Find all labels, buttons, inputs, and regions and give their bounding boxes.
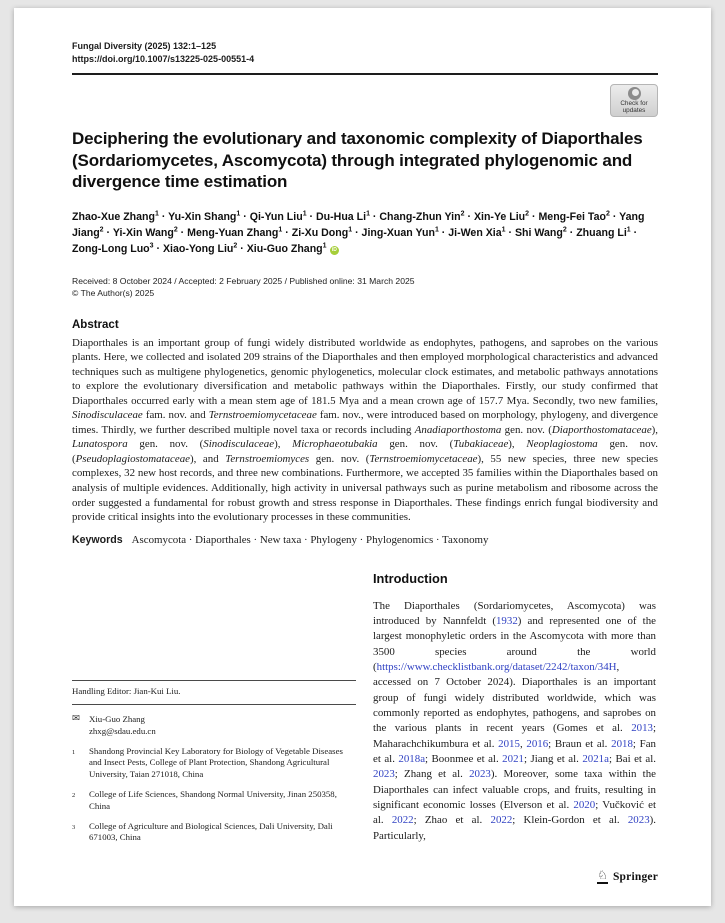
- affiliation-number: 3: [72, 823, 76, 831]
- author-affiliation-sup: 1: [434, 225, 439, 233]
- author-name: Qi-Yun Liu: [249, 210, 303, 223]
- author-affiliation-sup: 3: [149, 241, 154, 249]
- citation-link[interactable]: 2022: [490, 814, 513, 827]
- introduction-column: [373, 571, 656, 845]
- received-accepted-line: Received: 8 October 2024 / Accepted: 2 February 2025 / Published online: 31 March 2025: [72, 275, 415, 286]
- citation-link[interactable]: 2013: [631, 722, 653, 735]
- citation-link[interactable]: 2015: [498, 737, 520, 750]
- abstract-text: Diaporthales is an important group of fungi widely distributed worldwide as endophytes, pathogens, and saprobes on the various plants. Here, we collected and isolated 209 strains of the Diaporthales and then employed morphological characteristics and advanced techniques such as multigene phylogenetics, genomic phylogenetics, molecular clock estimates, and metabolic pathways annotations to explore the evolutionary diversification and metabolic pathways within the Diaporthales. Firstly, our study confirmed that Diaporthales occurred early with a mean stem age of 181.5 Mya and a mean crown age of 157.7 Mya. Secondly, two new families, Sinodisculaceae fam. nov. and Ternstroemiomycetaceae fam. nov., were introduced based on morphology, phylogeny, and divergence times. Thirdly, we further described multiple novel taxa or records including Anadiaporthostoma gen. nov. (Diaporthostomataceae), Lunatospora gen. nov. (Sinodisculaceae), Microphaeotubakia gen. nov. (Tubakiaceae), Neoplagiostoma gen. nov. (Pseudoplagiostomataceae), and Ternstroemiomyces gen. nov. (Ternstroemiomycetaceae), 55 new species, three new species complexes, 32 new host records, and three new combinations. Furthermore, we accepted 35 families within the Diaporthales based on analysis of multiple evidences. Additionally, high activity in universal pathways such as purine metabolism and ribosome across the order suggested a fundamental for robust growth and stress response in Diaporthales. These findings enrich fungal biodiversity and provide critical insights into the evolutionary processes in these communities.: [72, 336, 659, 524]
- citation-link[interactable]: 2020: [573, 799, 596, 812]
- citation-link[interactable]: 1932: [495, 614, 518, 627]
- author-affiliation-sup: 2: [460, 209, 465, 217]
- affiliation-item: [72, 821, 356, 845]
- check-for-updates-badge[interactable]: [610, 84, 658, 117]
- citation-link[interactable]: 2021a: [582, 753, 609, 766]
- abstract-heading: Abstract: [72, 318, 119, 331]
- author-affiliation-sup: 1: [322, 241, 327, 249]
- correspondence-block: [72, 714, 356, 738]
- journal-header: [72, 40, 658, 66]
- authors-line: Zhao-Xue Zhang$^1$ · Yu-Xin Shang$^1$ · Qi-Yun Liu$^1$ · Du-Hua $Li^1$ · Chang-Zhun Yin$^2$ · Xin-Ye Liu$^2$ · Meng-Fei Tao$^2$ · Yang Jiang$^2$ · Yi-Xin Wang$^2$ · Meng-Yuan Zhang$^1$ · Zi-Xu Dong$^1$ · Jing-Xuan Yun$^1$ · Ji-Wen Xia$^1$ · Shi Wang$^2$ · Zhuang $Li^1$ · Zong-Long Luo$^3$ · Xiao-Yong Liu$^2$ · Xiu-Guo Zhang$^1$iD: [72, 209, 645, 255]
- author-name: Zhao-Xue Zhang: [72, 210, 155, 223]
- springer-wordmark: Springer: [612, 871, 658, 883]
- affiliation-number: 2: [72, 791, 76, 799]
- check-for-updates-label: Check for updates: [620, 100, 648, 114]
- author-affiliation-sup: 2: [562, 225, 567, 233]
- citation-link[interactable]: 2018a: [398, 753, 426, 766]
- author-affiliation-sup: 1: [302, 209, 307, 217]
- author-name: Ji-Wen Xia: [448, 226, 502, 239]
- keywords-list: Ascomycota · Diaporthales · New taxa · Phylogeny · Phylogenomics · Taxonomy: [131, 533, 489, 546]
- paper-title: Deciphering the evolutionary and taxonomic complexity of Diaporthales (Sordariomycetes, Ascomycota) through integrated phylogenomic and divergence time estimation: [72, 129, 643, 191]
- citation-link[interactable]: 2016: [526, 737, 549, 750]
- author-name: Yu-Xin Shang: [168, 210, 237, 223]
- correspondence-email[interactable]: zhxg@sdau.edu.cn: [89, 725, 156, 736]
- springer-horse-icon: ♘: [597, 868, 608, 882]
- author-name: Zong-Long Luo: [72, 242, 150, 255]
- author-name: Xiao-Yong Liu: [162, 242, 234, 255]
- author-affiliation-sup: 2: [525, 209, 530, 217]
- author-affiliation-sup: 2: [173, 225, 178, 233]
- correspondence-text: [89, 714, 156, 738]
- author-name: Meng-Yuan Zhang: [187, 226, 279, 239]
- citation-link[interactable]: https://www.checklistbank.org/dataset/2242/taxon/34H: [376, 660, 617, 673]
- affiliation-item: [72, 789, 356, 813]
- citation-link[interactable]: 2023: [373, 768, 395, 781]
- affiliation-text: College of Life Sciences, Shandong Normal University, Jinan 250358, China: [89, 788, 337, 811]
- email-icon: ✉: [72, 713, 80, 724]
- springer-logo: [597, 870, 658, 884]
- author-affiliation-sup: 2: [233, 241, 238, 249]
- author-name: Zhuang Li: [576, 226, 627, 239]
- author-affiliation-sup: 1: [366, 209, 370, 217]
- author-name: Xin-Ye Liu: [473, 210, 526, 223]
- author-name: Meng-Fei Tao: [538, 210, 606, 223]
- author-affiliation-sup: 2: [99, 225, 104, 233]
- author-affiliation-sup: 1: [626, 225, 631, 233]
- citation-link[interactable]: 2023: [627, 814, 650, 827]
- correspondence-name: Xiu-Guo Zhang: [89, 713, 145, 724]
- citation-link[interactable]: 2022: [391, 814, 414, 827]
- header-rule: [72, 73, 658, 75]
- author-affiliation-sup: 1: [278, 225, 283, 233]
- author-name: Du-Hua Li: [316, 210, 367, 223]
- author-affiliation-sup: 1: [348, 225, 353, 233]
- affiliation-item: [72, 746, 356, 781]
- journal-citation-line: Fungal Diversity (2025) 132:1–125: [72, 41, 217, 51]
- handling-editor-note: Handling Editor: Jian-Kui Liu.: [72, 686, 181, 697]
- page-content: [72, 8, 658, 906]
- author-affiliation-sup: 1: [501, 225, 506, 233]
- citation-link[interactable]: 2023: [469, 768, 491, 781]
- author-name: Chang-Zhun Yin: [379, 210, 461, 223]
- affiliation-number: 1: [72, 748, 76, 756]
- keywords-label: Keywords: [72, 533, 123, 546]
- article-page: [14, 8, 711, 906]
- author-name: Yi-Xin Wang: [112, 226, 174, 239]
- author-name: Jing-Xuan Yun: [361, 226, 435, 239]
- article-dates: [72, 275, 658, 300]
- orcid-icon[interactable]: iD: [330, 246, 340, 256]
- doi-link[interactable]: https://doi.org/10.1007/s13225-025-00551-4: [72, 54, 255, 64]
- introduction-heading: Introduction: [373, 570, 448, 586]
- footnotes-column: [72, 571, 356, 845]
- footnote-rule-bottom: [72, 704, 356, 705]
- copyright-line: © The Author(s) 2025: [72, 288, 155, 298]
- author-name: Xiu-Guo Zhang: [246, 242, 323, 255]
- affiliation-text: Shandong Provincial Key Laboratory for Biology of Vegetable Diseases and Insect Pests, College of Plant Protection, Shandong Agricultural University, Taian 271018, China: [89, 745, 343, 780]
- citation-link[interactable]: 2021: [502, 753, 524, 766]
- author-name: Zi-Xu Dong: [291, 226, 349, 239]
- two-column-section: [72, 571, 658, 845]
- crossmark-icon: [628, 87, 641, 100]
- author-affiliation-sup: 1: [236, 209, 241, 217]
- citation-link[interactable]: 2018: [611, 737, 633, 750]
- affiliation-text: College of Agriculture and Biological Sciences, Dali University, Dali 671003, China: [89, 820, 333, 843]
- author-affiliation-sup: 1: [154, 209, 159, 217]
- author-affiliation-sup: 2: [605, 209, 610, 217]
- introduction-paragraph: The Diaporthales (Sordariomycetes, Ascomycota) was introduced by Nannfeldt (1932) and represented one of the largest monophyletic orders in the Ascomycota with more than 3500 species around the world (https://www.checklistbank.org/dataset/2242/taxon/34H, accessed on 7 October 2024). Diaporthales is an important group of fungi widely distributed worldwide, which was commonly reported as endophytes, pathogens, and saprobes on the various plants in recent years (Gomes et al. 2013; Maharachchikumbura et al. 2015, 2016; Braun et al. 2018; Fan et al. 2018a; Boonmee et al. 2021; Jiang et al. 2021a; Bai et al. 2023; Zhang et al. 2023). Moreover, some taxa within the Diaporthales can infect valuable crops, and fruits, resulting in significant economic losses (Elverson et al. 2020; Vučković et al. 2022; Zhao et al. 2022; Klein-Gordon et al. 2023). Particularly,: [373, 599, 656, 842]
- keywords-row: [72, 534, 658, 546]
- footnote-rule-top: [72, 680, 356, 681]
- author-name: Yang Jiang: [72, 210, 645, 239]
- author-name: Shi Wang: [514, 226, 563, 239]
